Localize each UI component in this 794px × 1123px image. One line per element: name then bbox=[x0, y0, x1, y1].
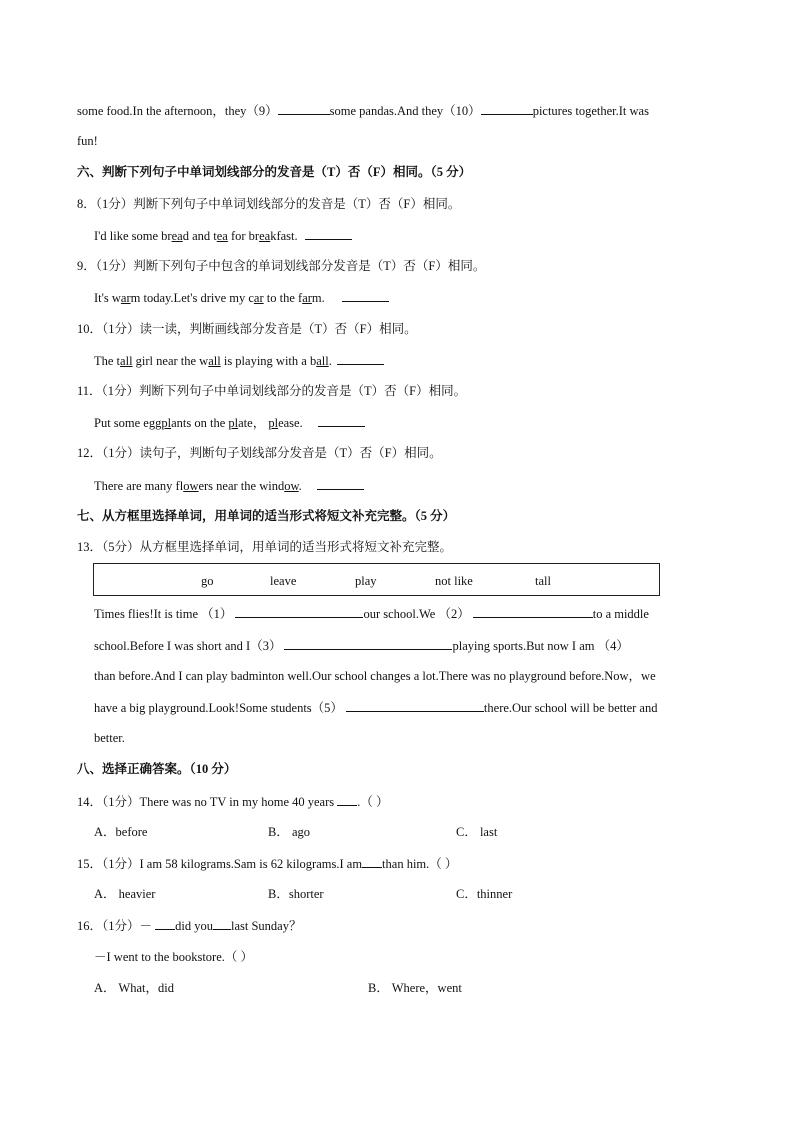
answer-blank[interactable] bbox=[337, 352, 384, 365]
option-c[interactable]: C． last bbox=[456, 825, 498, 839]
passage-line: better. bbox=[94, 731, 125, 745]
answer-blank[interactable] bbox=[318, 414, 365, 427]
passage-line: Times flies!It is time （1） our school.We （2） to a middle bbox=[94, 607, 649, 621]
option-a[interactable]: A．before bbox=[94, 825, 148, 839]
question-sentence: There are many flowers near the window. bbox=[94, 477, 364, 494]
word-bank-item: go bbox=[201, 574, 214, 588]
answer-blank-10[interactable] bbox=[481, 102, 533, 115]
passage-line: some food.In the afternoon，they（9） some pandas.And they（10） pictures together.It was bbox=[77, 104, 649, 118]
passage-line: school.Before I was short and I（3） playing sports.But now I am （4） bbox=[94, 639, 629, 653]
question-stem: 10．（1分）读一读，判断画线部分发音是（T）否（F）相同。 bbox=[77, 322, 417, 336]
option-b[interactable]: B． ago bbox=[268, 825, 311, 839]
section-heading: 八、选择正确答案。（10 分） bbox=[77, 762, 237, 776]
option-b[interactable]: B． Where，went bbox=[368, 981, 462, 995]
answer-blank[interactable] bbox=[155, 917, 175, 930]
answer-blank[interactable] bbox=[213, 917, 231, 930]
passage-line: than before.And I can play badminton well.Our school changes a lot.There was no playground before.Now，we bbox=[94, 669, 656, 683]
answer-blank-5[interactable] bbox=[346, 699, 484, 712]
word-bank-box bbox=[93, 563, 660, 596]
question-stem: 11．（1分）判断下列句子中单词划线部分的发音是（T）否（F）相同。 bbox=[77, 384, 467, 398]
question-stem: 16．（1分）－ did you last Sunday？ bbox=[77, 919, 302, 933]
question-sentence: It's warm today.Let's drive my car to the farm. bbox=[94, 289, 389, 306]
section-heading: 七、从方框里选择单词，用单词的适当形式将短文补充完整。（5 分） bbox=[77, 509, 456, 523]
question-stem: 12．（1分）读句子，判断句子划线部分发音是（T）否（F）相同。 bbox=[77, 446, 442, 460]
option-c[interactable]: C．thinner bbox=[456, 887, 513, 901]
question-stem: 9．（1分）判断下列句子中包含的单词划线部分发音是（T）否（F）相同。 bbox=[77, 259, 486, 273]
passage-line: have a big playground.Look!Some students（5） there.Our school will be better and bbox=[94, 701, 658, 715]
option-a[interactable]: A． heavier bbox=[94, 887, 156, 901]
question-sentence: The tall girl near the wall is playing with a ball. bbox=[94, 352, 384, 369]
word-bank-item: leave bbox=[270, 574, 297, 588]
answer-blank-2[interactable] bbox=[473, 605, 593, 618]
word-bank-item: tall bbox=[535, 574, 551, 588]
answer-blank-9[interactable] bbox=[278, 102, 330, 115]
question-sentence: I'd like some bread and tea for breakfast. bbox=[94, 227, 352, 244]
dialogue-reply: －I went to the bookstore.（ ） bbox=[94, 950, 254, 964]
option-a[interactable]: A． What，did bbox=[94, 981, 174, 995]
answer-blank[interactable] bbox=[305, 227, 352, 240]
word-bank-item: not like bbox=[435, 574, 473, 588]
answer-blank[interactable] bbox=[362, 855, 382, 868]
answer-blank[interactable] bbox=[342, 289, 389, 302]
answer-blank[interactable] bbox=[337, 793, 357, 806]
section-heading: 六、判断下列句子中单词划线部分的发音是（T）否（F）相同。（5 分） bbox=[77, 165, 472, 179]
question-stem: 8．（1分）判断下列句子中单词划线部分的发音是（T）否（F）相同。 bbox=[77, 197, 461, 211]
question-stem: 13．（5分）从方框里选择单词，用单词的适当形式将短文补充完整。 bbox=[77, 540, 453, 554]
answer-blank-3[interactable] bbox=[284, 637, 452, 650]
passage-line: fun! bbox=[77, 134, 98, 148]
word-bank-item: play bbox=[355, 574, 377, 588]
question-stem: 15．（1分）I am 58 kilograms.Sam is 62 kilograms.I am than him.（ ） bbox=[77, 857, 458, 871]
option-b[interactable]: B．shorter bbox=[268, 887, 324, 901]
question-sentence: Put some eggplants on the plate， please. bbox=[94, 414, 365, 431]
question-stem: 14．（1分）There was no TV in my home 40 years .（ ） bbox=[77, 795, 389, 809]
answer-blank[interactable] bbox=[317, 477, 364, 490]
answer-blank-1[interactable] bbox=[235, 605, 363, 618]
